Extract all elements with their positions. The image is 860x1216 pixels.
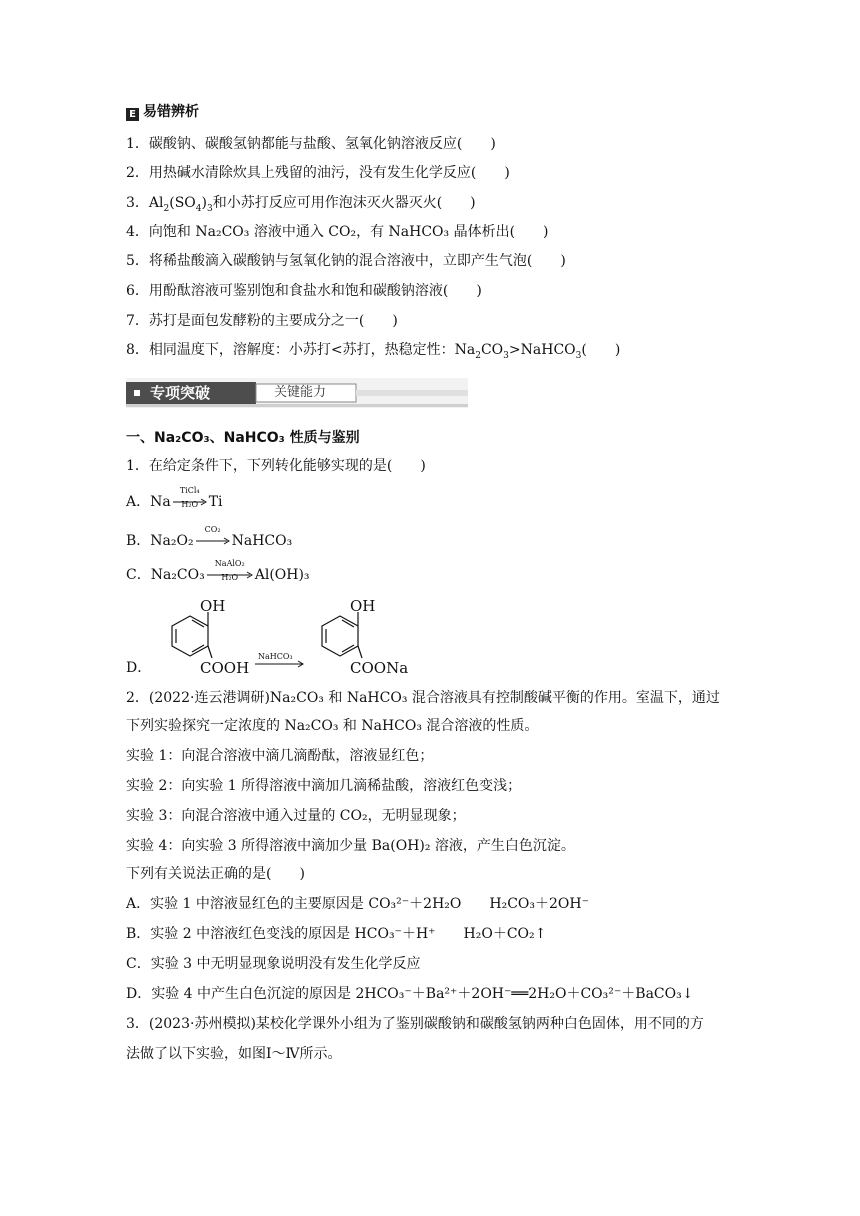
q1-c-label: C．Na₂CO₃ bbox=[126, 567, 205, 583]
section-header-error-analysis bbox=[126, 102, 199, 122]
item8-text: 8．相同温度下，溶解度：小苏打<苏打，热稳定性：Na bbox=[126, 342, 476, 358]
q1-b-product: NaHCO₃ bbox=[231, 533, 293, 549]
q2-ask: 下列有关说法正确的是( ) bbox=[126, 866, 305, 882]
q1-c-reagent-top: NaAlO₂ bbox=[214, 559, 245, 568]
e-badge-icon: E bbox=[126, 108, 139, 121]
q1-d-cooh: COOH bbox=[200, 659, 250, 677]
arrow-icon bbox=[173, 486, 207, 509]
q2-exp3: 实验 3：向混合溶液中通入过量的 CO₂，无明显现象； bbox=[126, 808, 466, 824]
error-item-5: 5．将稀盐酸滴入碳酸钠与氢氧化钠的混合溶液中，立即产生气泡( ) bbox=[126, 253, 566, 269]
q1-a-reagent-top: TiCl₄ bbox=[179, 486, 200, 495]
item3-text: 3．Al bbox=[126, 195, 164, 211]
section-title: 易错辨析 bbox=[143, 104, 199, 120]
q1-c-product: Al(OH)₃ bbox=[254, 567, 310, 583]
item8-text-d: ( ) bbox=[581, 342, 621, 358]
error-item-3: 3．$Al_2(SO_4)_3$和小苏打反应可用作泡沫灭火器灭火( ) bbox=[126, 195, 476, 214]
q1-c-reagent-bottom: H₂O bbox=[221, 573, 239, 582]
q1-d-label: D． bbox=[126, 660, 152, 676]
q1-option-a bbox=[126, 486, 223, 512]
q2-option-d: D．实验 4 中产生白色沉淀的原因是 2HCO₃⁻＋Ba²⁺＋2OH⁻══2H₂O＋CO₃²⁻＋BaCO₃↓ bbox=[126, 986, 694, 1002]
error-item-7: 7．苏打是面包发酵粉的主要成分之一( ) bbox=[126, 313, 398, 329]
item8-text-b: CO bbox=[480, 342, 504, 358]
q1-d-oh-1: OH bbox=[200, 597, 226, 615]
item3-text-c: ) bbox=[201, 195, 207, 211]
item3-text-b: (SO bbox=[169, 195, 196, 211]
error-item-2: 2．用热碱水清除炊具上残留的油污，没有发生化学反应( ) bbox=[126, 165, 510, 181]
q2-exp4: 实验 4：向实验 3 所得溶液中滴加少量 Ba(OH)₂ 溶液，产生白色沉淀。 bbox=[126, 838, 575, 854]
error-item-8: 8．相同温度下，溶解度：小苏打<苏打，热稳定性：$Na_2CO_3>NaHCO_3$( ) bbox=[126, 342, 621, 361]
q1-d-reagent: NaHCO₃ bbox=[258, 652, 293, 661]
item3-text-d: 和小苏打反应可用作泡沫灭火器灭火( ) bbox=[212, 195, 476, 211]
banner-right-label: 关键能力 bbox=[274, 385, 327, 400]
q2-exp1: 实验 1：向混合溶液中滴几滴酚酞，溶液显红色； bbox=[126, 748, 434, 764]
q1-d-coona: COONa bbox=[350, 659, 409, 677]
error-item-6: 6．用酚酞溶液可鉴别饱和食盐水和饱和碳酸钠溶液( ) bbox=[126, 283, 482, 299]
q2-option-c: C．实验 3 中无明显现象说明没有发生化学反应 bbox=[126, 956, 421, 972]
arrow-icon bbox=[196, 525, 230, 546]
section-banner bbox=[126, 378, 468, 408]
arrow-icon bbox=[207, 559, 253, 582]
q1-option-b bbox=[126, 525, 293, 551]
q2-exp2: 实验 2：向实验 1 所得溶液中滴加几滴稀盐酸，溶液红色变浅； bbox=[126, 778, 522, 794]
q1-b-label: B．Na₂O₂ bbox=[126, 533, 194, 549]
item8-text-c: >NaHCO bbox=[508, 342, 576, 358]
q1-option-c bbox=[126, 559, 310, 585]
q1-a-product: Ti bbox=[208, 494, 223, 510]
error-item-1: 1．碳酸钠、碳酸氢钠都能与盐酸、氢氧化钠溶液反应( ) bbox=[126, 136, 496, 152]
banner-square-icon bbox=[134, 390, 140, 396]
q1-d-oh-2: OH bbox=[350, 597, 376, 615]
error-item-4: 4．向饱和 Na₂CO₃ 溶液中通入 CO₂，有 NaHCO₃ 晶体析出( ) bbox=[126, 224, 549, 240]
q1-b-reagent-top: CO₂ bbox=[204, 525, 221, 534]
banner-left-label: 专项突破 bbox=[150, 384, 211, 402]
q1-a-label: A．Na bbox=[126, 494, 171, 510]
q2-stem-line1: 2．(2022·连云港调研)Na₂CO₃ 和 NaHCO₃ 混合溶液具有控制酸碱平衡的作用。室温下，通过 bbox=[126, 690, 720, 706]
q1-stem: 1．在给定条件下，下列转化能够实现的是( ) bbox=[126, 458, 426, 474]
q2-option-b: B．实验 2 中溶液红色变浅的原因是 HCO₃⁻＋H⁺ H₂O＋CO₂↑ bbox=[126, 926, 547, 942]
q1-a-reagent-bottom: H₂O bbox=[181, 500, 199, 509]
q2-stem-line2: 下列实验探究一定浓度的 Na₂CO₃ 和 NaHCO₃ 混合溶液的性质。 bbox=[126, 718, 539, 734]
q3-line1: 3．(2023·苏州模拟)某校化学课外小组为了鉴别碳酸钠和碳酸氢钠两种白色固体，用不同的方 bbox=[126, 1016, 704, 1032]
q2-option-a: A．实验 1 中溶液显红色的主要原因是 CO₃²⁻＋2H₂O H₂CO₃＋2OH⁻ bbox=[126, 896, 589, 912]
part1-title: 一、Na₂CO₃、NaHCO₃ 性质与鉴别 bbox=[126, 430, 360, 446]
q3-line2: 法做了以下实验，如图Ⅰ～Ⅳ所示。 bbox=[126, 1046, 342, 1062]
